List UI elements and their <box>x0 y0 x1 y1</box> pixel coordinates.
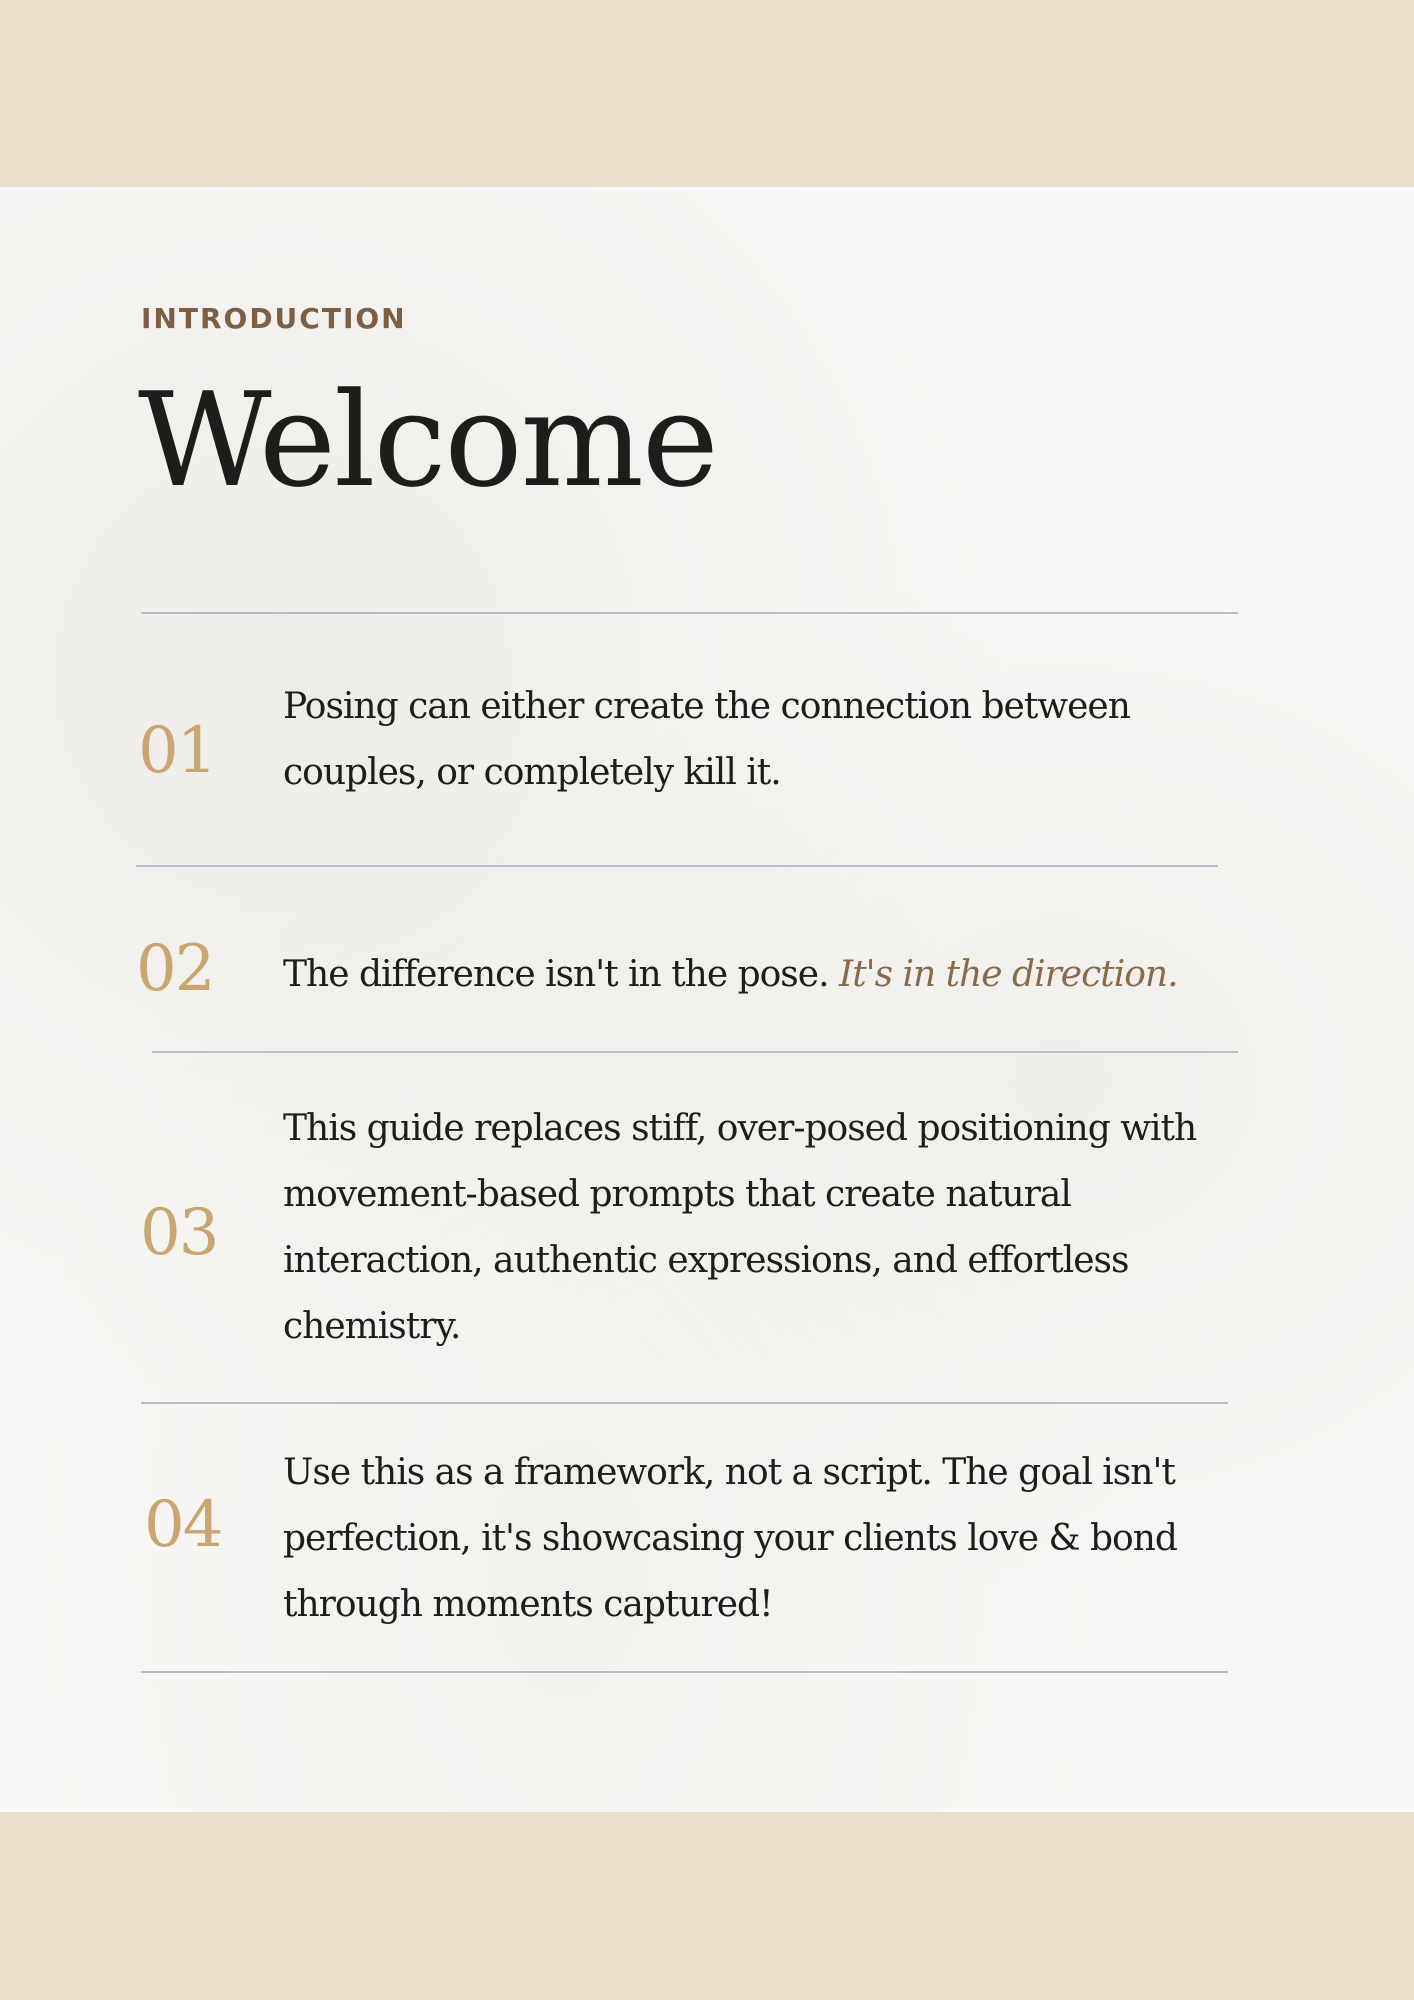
item-number: 04 <box>144 1488 222 1562</box>
item-number: 03 <box>140 1196 218 1270</box>
divider <box>152 1051 1238 1053</box>
divider <box>141 612 1238 614</box>
bottom-band <box>0 1812 1414 2000</box>
item-number: 02 <box>136 932 214 1006</box>
item-number: 01 <box>138 714 216 788</box>
item-text: This guide replaces stiff, over-posed positioning with movement-based prompts that create natural interaction, authentic expressions, and effortless chemistry. <box>283 1108 1197 1347</box>
item-text-emphasis: It's in the direction. <box>838 954 1178 995</box>
divider <box>141 1402 1228 1404</box>
item-text <box>283 942 1403 1008</box>
section-eyebrow: INTRODUCTION <box>141 302 407 335</box>
divider <box>141 1671 1228 1673</box>
item-text: Use this as a framework, not a script. The goal isn't perfection, it's showcasing your clients love & bond through moments captured! <box>283 1452 1177 1625</box>
divider <box>136 865 1218 867</box>
page-title: Welcome <box>138 364 717 516</box>
item-text-main: The difference isn't in the pose. <box>283 954 829 995</box>
item-text: Posing can either create the connection between couples, or completely kill it. <box>283 686 1130 793</box>
top-band <box>0 0 1414 187</box>
